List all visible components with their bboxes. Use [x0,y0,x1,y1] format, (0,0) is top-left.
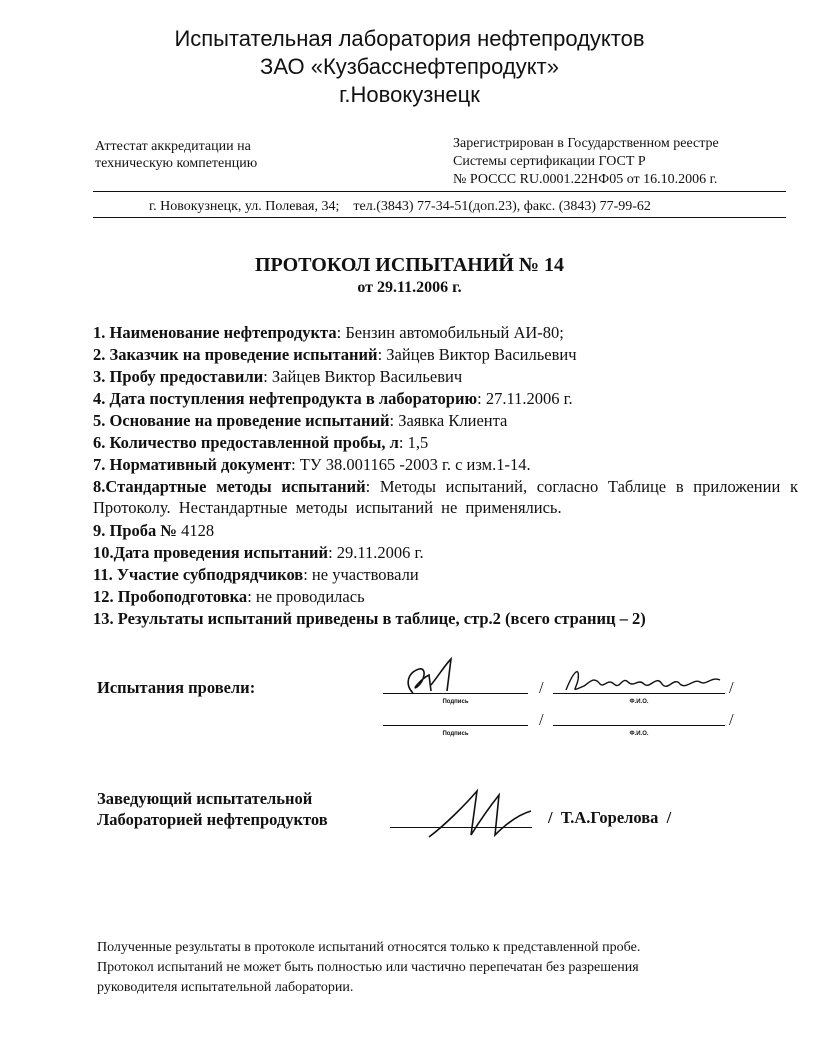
item-label: 6. Количество предоставленной пробы, л [93,433,399,452]
header-divider-top [93,191,786,192]
slash-2a: / [539,710,544,729]
item-2 [93,344,577,365]
footer-line-3: руководителя испытательной лаборатории. [97,980,354,995]
footer-line-2: Протокол испытаний не может быть полностью или частично перепечатан без разрешения [97,960,639,975]
item-value: : Зайцев Виктор Васильевич [263,367,463,386]
registry-line-2: Системы сертификации ГОСТ Р [453,154,646,169]
protocol-title: ПРОТОКОЛ ИСПЫТАНИЙ № 14 [254,254,565,276]
signature-line-2 [383,725,528,726]
item-label: 11. Участие субподрядчиков [93,565,304,584]
header-divider-bottom [93,217,786,218]
item-5 [93,410,507,431]
item-value: : не проводилась [247,587,365,606]
company-name: ЗАО «Кузбасснефтепродукт» [260,54,559,79]
head-title-1: Заведующий испытательной [97,789,313,808]
item-13 [93,608,646,629]
head-name: / Т.А.Горелова / [548,808,672,827]
registry-line-1: Зарегистрирован в Государственном реестре [453,136,719,151]
handwritten-name-signature [560,662,730,696]
item-value: : 1,5 [398,433,429,452]
item-value: 4128 [181,521,215,540]
protocol-date: от 29.11.2006 г. [357,279,462,296]
item-value: : ТУ 38.001165 -2003 г. с изм.1-14. [291,455,531,474]
item-label: 3. Пробу предоставили [93,367,264,386]
handwritten-signature-1 [395,655,465,700]
item-11 [93,564,419,585]
name-caption-1: Ф.И.О. [629,699,649,705]
name-line-2 [553,725,725,726]
head-title-2: Лабораторией нефтепродуктов [97,810,328,829]
item-6 [93,432,428,453]
tested-by-label: Испытания провели: [97,678,256,697]
item-value: : Зайцев Виктор Васильевич [377,345,577,364]
item-1 [93,322,564,343]
item-label: 13. Результаты испытаний приведены в таблице, стр.2 (всего страниц – 2) [93,609,646,628]
address-line: г. Новокузнецк, ул. Полевая, 34; тел.(3843) 77-34-51(доп.23), факс. (3843) 77-99-62 [149,199,651,214]
slash-1a: / [539,678,544,697]
item-label: 2. Заказчик на проведение испытаний [93,345,378,364]
item-label: 5. Основание на проведение испытаний [93,411,390,430]
handwritten-signature-head [425,785,535,845]
item-4 [93,388,573,409]
item-value: : не участвовали [303,565,419,584]
item-label: 8.Стандартные методы испытаний [93,477,366,496]
item-value: : Методы испытаний, согласно Таблице в приложении к Протоколу. Нестандартные методы испытаний не применялись. [93,477,798,517]
name-caption-2: Ф.И.О. [629,731,649,737]
item-7 [93,454,531,475]
item-label: 1. Наименование нефтепродукта [93,323,337,342]
slash-1b: / [729,678,734,697]
accreditation-left-2: техническую компетенцию [95,156,258,171]
lab-name: Испытательная лаборатория нефтепродуктов [174,26,645,51]
item-value: : 29.11.2006 г. [328,543,424,562]
item-label: 4. Дата поступления нефтепродукта в лабораторию [93,389,478,408]
city-name: г.Новокузнецк [339,82,480,107]
item-label: 9. Проба № [93,521,182,540]
item-3 [93,366,462,387]
slash-2b: / [729,710,734,729]
item-value: : Бензин автомобильный АИ-80; [336,323,564,342]
item-9 [93,520,214,541]
registry-line-3: № РОССС RU.0001.22НФ05 от 16.10.2006 г. [453,172,718,187]
item-value: : Заявка Клиента [389,411,508,430]
accreditation-left-1: Аттестат аккредитации на [95,139,251,154]
item-10 [93,542,424,563]
footer-line-1: Полученные результаты в протоколе испытаний относятся только к представленной пробе. [97,940,641,955]
signature-caption-1: Подпись [442,699,469,705]
item-label: 7. Нормативный документ [93,455,292,474]
item-8 [93,476,798,518]
item-value: : 27.11.2006 г. [477,389,573,408]
item-label: 10.Дата проведения испытаний [93,543,329,562]
item-12 [93,586,365,607]
signature-caption-2: Подпись [442,731,469,737]
item-label: 12. Пробоподготовка [93,587,248,606]
